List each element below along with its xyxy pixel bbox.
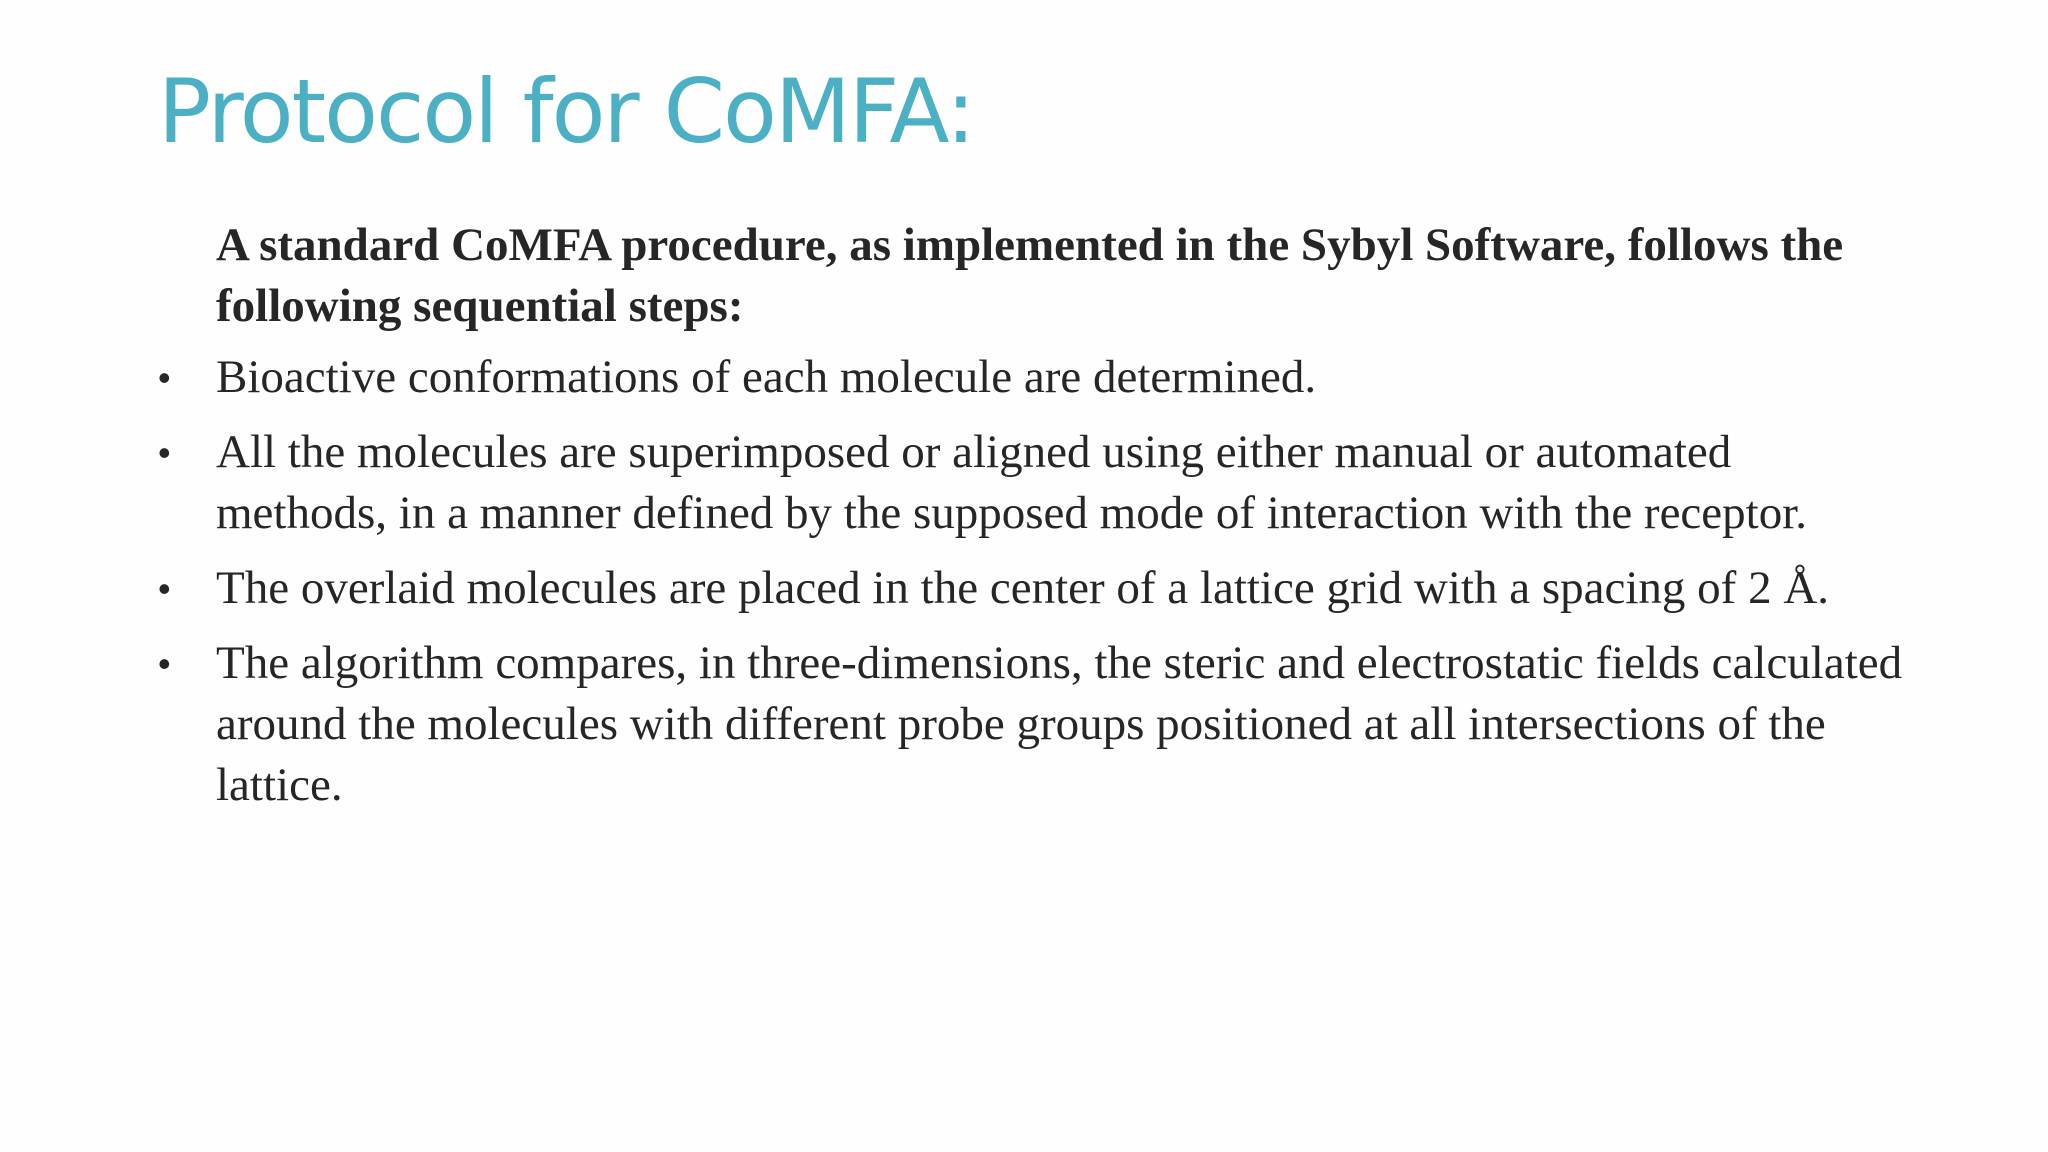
list-item — [150, 558, 1910, 619]
slide-title: Protocol for CoMFA: — [158, 60, 974, 163]
step-text: Bioactive conformations of each molecule are determined. — [216, 351, 1317, 403]
list-item — [150, 347, 1910, 408]
step-text: All the molecules are superimposed or aligned using either manual or automated methods, in a manner defined by the supposed mode of interaction with the receptor. — [216, 426, 1808, 539]
bullet-icon: • — [158, 432, 171, 473]
bullet-icon: • — [158, 357, 171, 398]
bullet-icon: • — [158, 568, 171, 609]
list-item — [150, 633, 1910, 816]
list-item — [150, 422, 1910, 544]
slide-content — [150, 215, 1910, 830]
steps-list — [150, 347, 1910, 816]
intro-text: A standard CoMFA procedure, as implemented in the Sybyl Software, follows the following sequential steps: — [216, 219, 1844, 332]
bullet-icon: • — [158, 643, 171, 684]
step-text: The overlaid molecules are placed in the center of a lattice grid with a spacing of 2 Å. — [216, 562, 1830, 614]
step-text: The algorithm compares, in three-dimensions, the steric and electrostatic fields calculated around the molecules with different probe groups positioned at all intersections of the lattice. — [216, 637, 1903, 811]
